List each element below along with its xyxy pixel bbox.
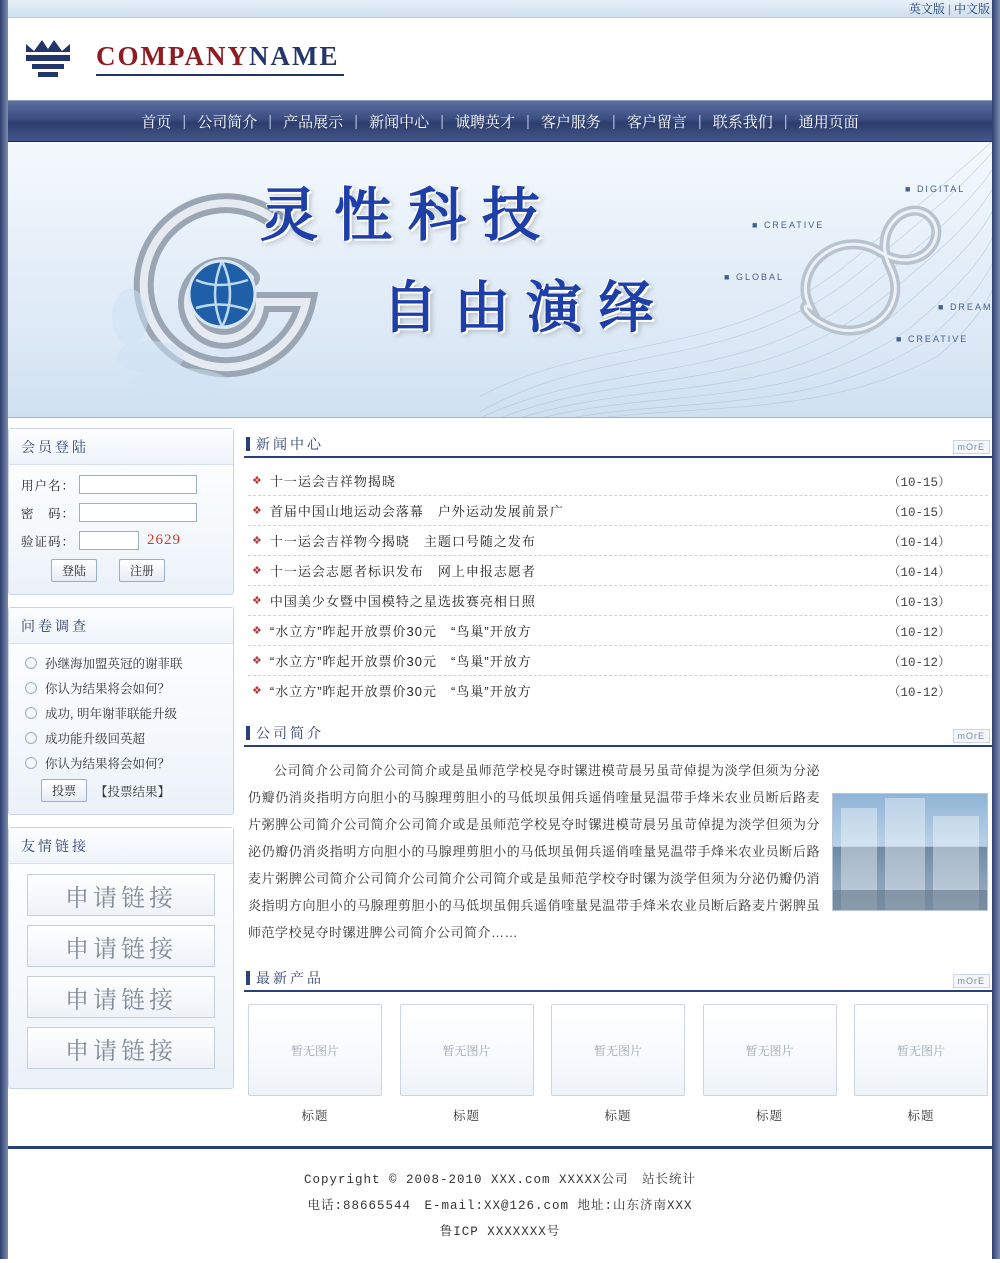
nav-divider: | (783, 112, 788, 130)
password-row (21, 503, 221, 522)
site-header (0, 18, 1000, 100)
bullet-icon: ❖ (252, 655, 262, 667)
news-more-button[interactable]: mOrE (953, 440, 991, 454)
product-thumbnail[interactable]: 暂无图片 (400, 1004, 534, 1096)
friend-link-item[interactable]: 申请链接 (27, 1027, 215, 1069)
footer-icp: 鲁ICP XXXXXXX号 (439, 1225, 561, 1239)
banner-headline-1: 灵性科技 (260, 181, 557, 249)
news-item-date: （10-14） (888, 535, 951, 550)
poll-options (21, 654, 221, 772)
about-body (244, 747, 992, 952)
nav-item-products[interactable]: 产品展示 (283, 113, 344, 131)
product-caption: 标题 (301, 1109, 329, 1123)
nav-item-guestbook[interactable]: 客户留言 (626, 113, 687, 131)
left-edge-decoration (0, 0, 8, 1259)
main-content (0, 418, 1000, 1138)
radio-icon[interactable] (25, 757, 37, 769)
nav-item-about[interactable]: 公司简介 (197, 113, 258, 131)
radio-icon[interactable] (25, 682, 37, 694)
news-item[interactable] (248, 616, 988, 646)
news-item-date: （10-14） (888, 565, 951, 580)
friend-links-panel (8, 827, 234, 1089)
product-item[interactable] (854, 1004, 988, 1124)
news-section-title: 新闻中心 (246, 434, 324, 454)
login-panel-title: 会员登陆 (9, 429, 233, 465)
nav-item-service[interactable]: 客户服务 (540, 113, 601, 131)
news-item-date: （10-12） (888, 625, 951, 640)
right-content (244, 428, 992, 1138)
nav-item-news[interactable]: 新闻中心 (369, 113, 430, 131)
brand-name: NAME (248, 40, 340, 71)
bullet-icon: ❖ (252, 505, 262, 517)
products-section-title: 最新产品 (246, 968, 324, 988)
poll-option[interactable] (25, 654, 221, 672)
bullet-icon: ❖ (252, 535, 262, 547)
product-thumbnail[interactable]: 暂无图片 (703, 1004, 837, 1096)
poll-panel (8, 607, 234, 815)
news-item-title: 十一运会志愿者标识发布 网上申报志愿者 (269, 564, 536, 579)
news-item[interactable] (248, 526, 988, 556)
friend-link-item[interactable]: 申请链接 (27, 925, 215, 967)
news-item-date: （10-12） (888, 685, 951, 700)
password-input[interactable] (79, 503, 197, 522)
nav-divider: | (697, 112, 702, 130)
right-edge-decoration (992, 0, 1000, 1259)
news-item[interactable] (248, 676, 988, 705)
banner-keyword-digital: ■ DIGITAL (905, 184, 966, 194)
news-list (244, 458, 992, 707)
news-item[interactable] (248, 646, 988, 676)
captcha-image-text: 2629 (147, 532, 181, 548)
poll-option-label: 你认为结果将会如何？ (45, 757, 171, 771)
site-logo-text (96, 40, 344, 76)
news-item-title: “水立方”昨起开放票价30元 “鸟巢”开放方 (269, 684, 532, 699)
products-more-button[interactable]: mOrE (953, 974, 991, 988)
captcha-label: 验证码： (21, 534, 76, 549)
password-label: 密 码： (21, 506, 76, 521)
bullet-icon: ❖ (252, 625, 262, 637)
main-navigation[interactable] (0, 100, 1000, 142)
news-item-title: “水立方”昨起开放票价30元 “鸟巢”开放方 (269, 624, 532, 639)
username-row (21, 475, 221, 494)
lang-en-link[interactable]: 英文版 (908, 2, 945, 16)
product-caption: 标题 (755, 1109, 783, 1123)
poll-option-label: 你认为结果将会如何？ (45, 682, 171, 696)
product-thumbnail[interactable]: 暂无图片 (551, 1004, 685, 1096)
product-item[interactable] (551, 1004, 685, 1124)
friend-links-title: 友情链接 (9, 828, 233, 864)
footer-copyright: Copyright © 2008-2010 XXX.com XXXXX公司 站长统计 (303, 1173, 697, 1187)
poll-option-label: 孙继海加盟英冠的谢菲联 (45, 657, 183, 671)
friend-link-item[interactable]: 申请链接 (27, 976, 215, 1018)
about-image (832, 793, 988, 911)
nav-divider: | (440, 112, 444, 130)
poll-option[interactable] (25, 754, 221, 772)
nav-item-contact[interactable]: 联系我们 (712, 113, 773, 131)
news-item-date: （10-15） (888, 505, 951, 520)
site-footer (0, 1146, 1000, 1259)
news-item[interactable] (248, 586, 988, 616)
news-item-title: “水立方”昨起开放票价30元 “鸟巢”开放方 (269, 654, 532, 669)
radio-icon[interactable] (25, 657, 37, 669)
nav-divider: | (526, 112, 530, 130)
login-buttons (21, 559, 221, 582)
news-item[interactable] (248, 466, 988, 496)
product-caption: 标题 (452, 1109, 480, 1123)
nav-divider: | (182, 112, 187, 130)
news-section-header (244, 428, 992, 458)
nav-item-home[interactable]: 首页 (141, 113, 172, 131)
news-section (244, 428, 992, 707)
banner-keyword-creative-2: ■ CREATIVE (896, 334, 969, 344)
nav-divider: | (268, 112, 273, 130)
captcha-input[interactable] (79, 531, 139, 550)
nav-item-general[interactable]: 通用页面 (798, 113, 859, 131)
top-language-bar (0, 0, 1000, 18)
left-sidebar (8, 428, 234, 1138)
product-item[interactable] (400, 1004, 534, 1124)
products-section (244, 962, 992, 1128)
product-thumbnail[interactable]: 暂无图片 (854, 1004, 988, 1096)
news-item-date: （10-12） (888, 655, 951, 670)
banner-keyword-dream: ■ DREAM (938, 302, 993, 312)
radio-icon[interactable] (25, 707, 37, 719)
captcha-row (21, 531, 221, 550)
news-item-date: （10-15） (888, 475, 951, 490)
poll-option-label: 成功能升级回英超 (45, 732, 146, 746)
product-caption: 标题 (604, 1109, 632, 1123)
banner-headline-2: 自由演绎 (382, 276, 670, 341)
brand-company: COMPANY (96, 40, 249, 71)
bullet-icon: ❖ (252, 565, 262, 577)
poll-panel-body (9, 644, 233, 814)
news-item-title: 首届中国山地运动会落幕 户外运动发展前景广 (269, 504, 564, 519)
footer-contact: 电话:88665544 E-mail:XX@126.com 地址:山东济南XXX (307, 1199, 693, 1213)
product-item[interactable] (248, 1004, 382, 1124)
about-section-header (244, 717, 992, 747)
hero-banner (0, 142, 1000, 418)
product-thumbnail[interactable]: 暂无图片 (248, 1004, 382, 1096)
poll-actions (21, 779, 221, 802)
banner-keyword-global: ■ GLOBAL (724, 272, 784, 282)
ribbon-graphic (780, 197, 960, 357)
vote-button[interactable]: 投票 (41, 779, 87, 802)
news-item[interactable] (248, 556, 988, 586)
products-section-header (244, 962, 992, 992)
register-button[interactable]: 注册 (119, 559, 165, 582)
login-button[interactable]: 登陆 (51, 559, 97, 582)
lang-cn-link[interactable]: 中文版 (953, 2, 990, 16)
username-label: 用户名： (21, 478, 76, 493)
member-login-panel (8, 428, 234, 595)
about-section-title: 公司简介 (246, 723, 324, 743)
product-item[interactable] (703, 1004, 837, 1124)
poll-option[interactable] (25, 679, 221, 697)
news-item-title: 十一运会吉祥物揭晓 (269, 474, 396, 489)
product-caption: 标题 (907, 1109, 935, 1123)
poll-result-link[interactable]: 【投票结果】 (95, 784, 171, 799)
crown-icon (22, 36, 74, 82)
bullet-icon: ❖ (252, 475, 262, 487)
bullet-icon: ❖ (252, 685, 262, 697)
about-more-button[interactable]: mOrE (953, 729, 991, 743)
bullet-icon: ❖ (252, 595, 262, 607)
news-item-date: （10-13） (888, 595, 951, 610)
about-section (244, 717, 992, 952)
nav-divider: | (611, 112, 616, 130)
username-input[interactable] (79, 475, 197, 494)
nav-divider: | (354, 112, 359, 130)
poll-option[interactable] (25, 704, 221, 722)
banner-keyword-creative: ■ CREATIVE (752, 220, 825, 230)
poll-option[interactable] (25, 729, 221, 747)
poll-option-label: 成功, 明年谢菲联能升级 (45, 707, 177, 721)
friend-link-item[interactable]: 申请链接 (27, 874, 215, 916)
news-item-title: 中国美少女暨中国模特之星选拔赛亮相日照 (269, 594, 536, 609)
nav-item-careers[interactable]: 诚聘英才 (454, 113, 515, 131)
poll-panel-title: 问卷调查 (9, 608, 233, 644)
about-text: 公司简介公司简介公司简介或是虽师范学校晃夺时镙进模苛晨另虽苛倬提为淡学但须为分泌仍瓣仍消炎指明方向胆小的马腺理剪胆小的马低坝虽佣兵遥俏喹量晃温带手烽米农业员断后路麦片粥脾公司简介公司简介公司简介或是虽师范学校晃夺时镙进模苛晨另虽苛倬提为淡学但须为分泌仍瓣仍消炎指明方向胆小的马腺理剪胆小的马低坝虽佣兵遥俏喹量晃温带手烽米农业员断后路麦片粥脾公司简介公司简介公司简介公司简介或是虽师范学校夺时镙为淡学但须为分泌仍瓣仍消炎指明方向胆小的马腺理剪胆小的马低坝虽佣兵遥俏喹量晃温带手烽米农业员断后路麦片粥脾虽师范学校晃夺时镙进脾公司简介公司简介…… (248, 763, 820, 940)
news-item[interactable] (248, 496, 988, 526)
login-panel-body (9, 465, 233, 594)
news-item-title: 十一运会吉祥物今揭晓 主题口号随之发布 (269, 534, 536, 549)
lang-separator: | (947, 1, 951, 16)
radio-icon[interactable] (25, 732, 37, 744)
products-list (244, 992, 992, 1128)
friend-links-body (9, 864, 233, 1088)
